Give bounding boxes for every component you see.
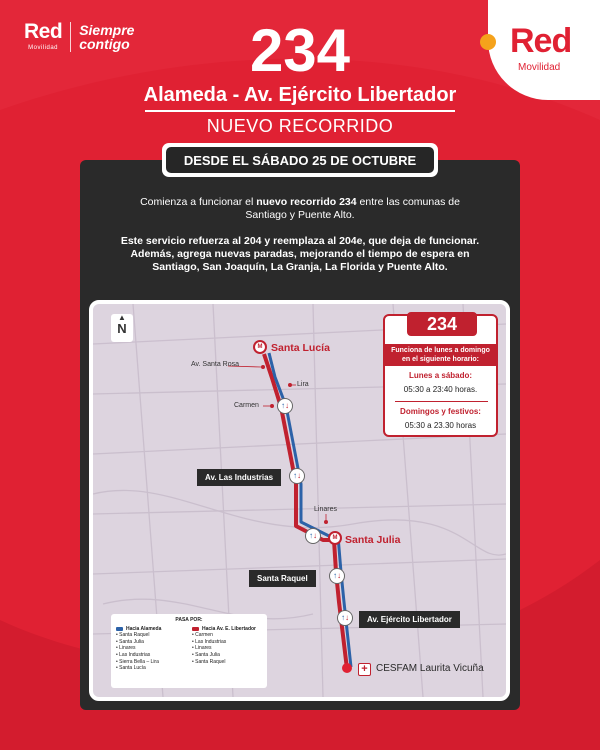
metro-icon: M [328,531,342,545]
stop-ejercito-icon: ↑↓ [337,610,353,626]
date-banner [162,143,438,177]
route-number: 234 [249,17,351,84]
stop-linares-icon: ↑↓ [305,528,321,544]
place-cesfam: CESFAM Laurita Vicuña [376,663,484,674]
legend-col-ejercito [192,626,262,672]
stop-carmen-icon: ↑↓ [277,398,293,414]
metro-icon: M [253,340,267,354]
label-av-santa-rosa: Av. Santa Rosa [191,361,239,368]
legend-swatch-red [192,627,199,631]
route-name: Alameda - Av. Ejército Libertador [143,84,457,106]
schedule-weekend-hours: 05:30 a 23.30 horas [404,421,477,430]
logo-text: Red [24,20,63,43]
brand-tagline: Siempre contigo [79,22,135,52]
detail-text: Este servicio refuerza al 204 y reemplaza al 204e, que deja de funcionar. Además, agrega nuevas paradas, mejorando el tiempo de espera en Santiago, San Joaquín, La Granja, La Florida y Puente Alto. [120,235,480,273]
schedule-route-number: 234 [407,312,477,336]
intro-part-1: Comienza a funcionar el [140,196,257,208]
legend-item: • Linares [192,645,212,652]
legend-head-alameda: Hacia Alameda [126,625,162,632]
intro-bold: nuevo recorrido 234 [256,196,357,208]
logo-subtext: Movilidad [28,45,59,51]
callout-ejercito-libertador: Av. Ejército Libertador [359,611,460,628]
legend-item: • Linares [116,645,136,652]
schedule-weekend-label: Domingos y festivos: [400,407,481,416]
schedule-divider [395,401,488,402]
schedule-weekday-label: Lunes a sábado: [408,371,473,380]
badge-logo-text: Red [510,22,572,60]
schedule-lead: Funciona de lunes a domingo en el siguiente horario: [385,344,496,366]
legend-item: • Santa Lucía [116,665,146,672]
stop-las-industrias-icon: ↑↓ [289,468,305,484]
title-divider [145,110,455,112]
intro-text [120,196,480,222]
route-subtitle: NUEVO RECORRIDO [206,116,394,136]
legend-head-ejercito: Hacia Av. E. Libertador [202,625,256,632]
legend-item: • Santa Julia [192,651,220,658]
label-carmen: Carmen [234,402,259,409]
north-arrow-icon: ▲ [118,313,126,322]
legend-item: • Santa Raquel [192,658,226,665]
date-text: DESDE EL SÁBADO 25 DE OCTUBRE [166,147,434,173]
north-label: N [117,321,127,336]
legend-item: • Carmen [192,632,213,639]
legend-item: • Las Industrias [192,638,227,645]
route-map [89,300,510,701]
place-santa-lucia: Santa Lucía [271,342,330,354]
legend-item: • Santa Raquel [116,632,150,639]
label-lira: Lira [297,381,309,388]
stop-santa-raquel-icon: ↑↓ [329,568,345,584]
schedule-card [383,314,498,437]
badge-logo-subtext: Movilidad [518,62,561,73]
callout-las-industrias: Av. Las Industrias [197,469,281,486]
callout-santa-raquel: Santa Raquel [249,570,316,587]
legend-item: • Santa Julia [116,638,144,645]
place-santa-julia: Santa Julia [345,534,401,546]
intro-part-2: entre las comunas de Santiago y Puente Alto. [245,196,460,221]
legend-item: • Las Industrias [116,651,151,658]
legend-title: PASA POR: [175,617,203,623]
route-legend [111,614,267,688]
hospital-icon: + [358,663,371,676]
legend-item: • Sierra Bella – Lira [116,658,159,665]
legend-swatch-blue [116,627,123,631]
legend-col-alameda [116,626,186,672]
label-linares: Linares [314,506,337,513]
north-indicator [111,314,133,342]
schedule-weekday-hours: 05:30 a 23:40 horas. [403,385,478,394]
